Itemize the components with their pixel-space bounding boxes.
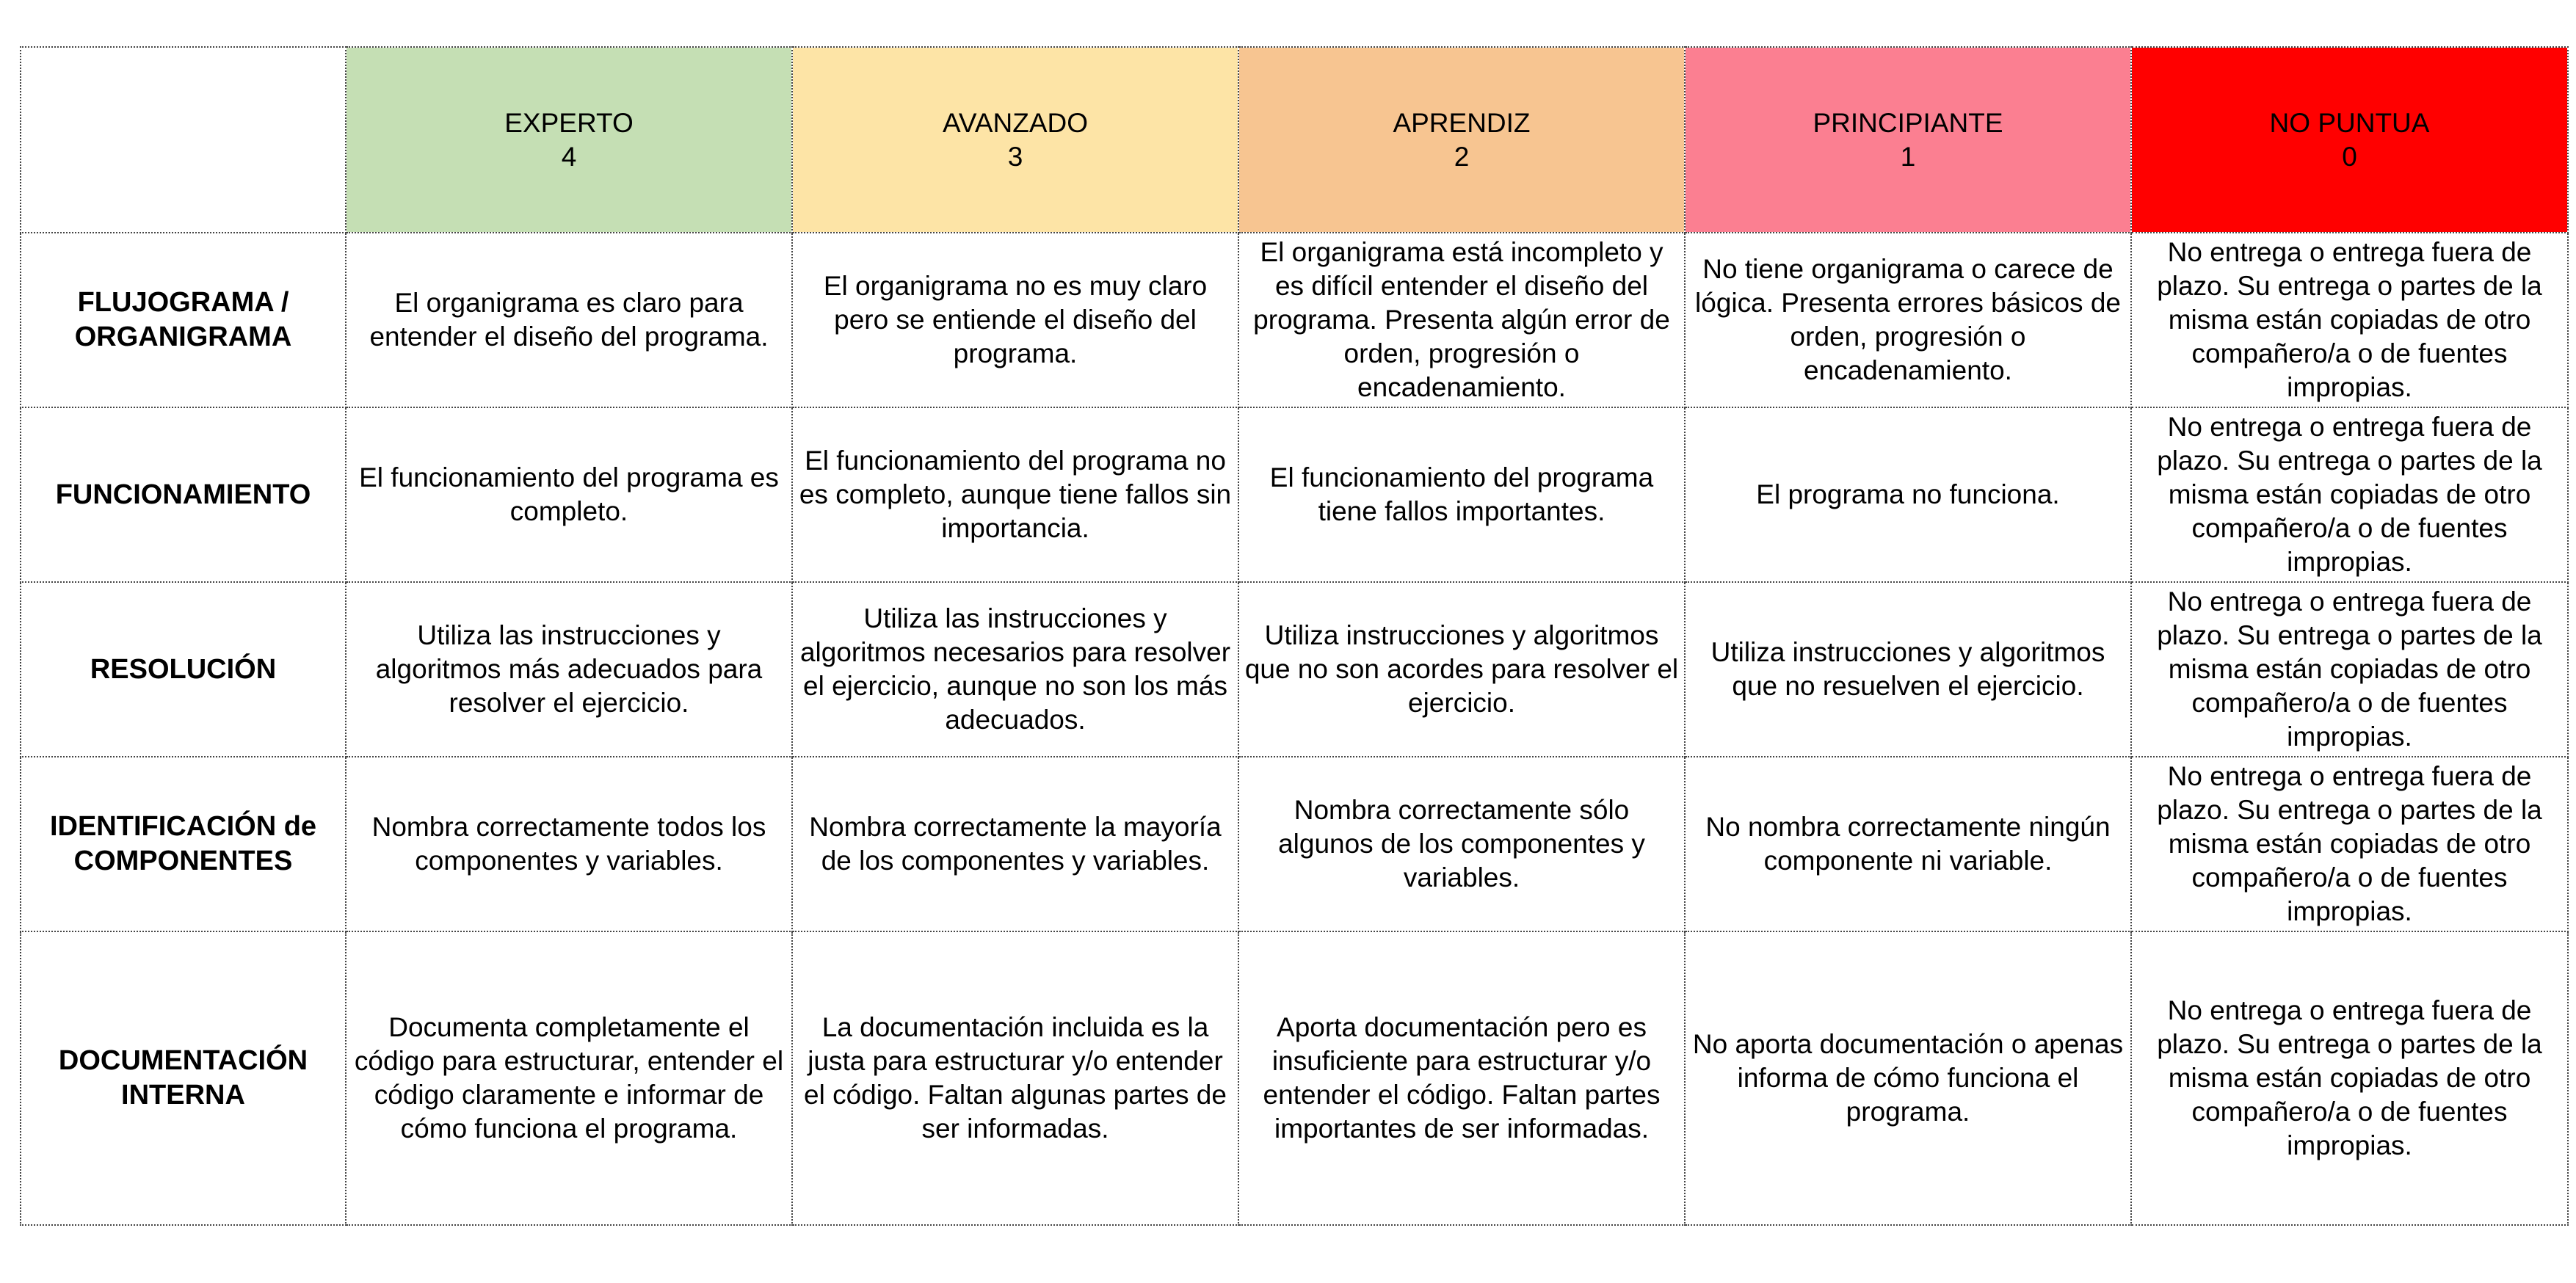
level-name: PRINCIPIANTE xyxy=(1813,107,2003,138)
descriptor-text: Nombra correctamente sólo algunos de los componentes y variables. xyxy=(1278,795,1645,893)
descriptor-cell xyxy=(792,757,1238,931)
criterion-label: IDENTIFICACIÓN de COMPONENTES xyxy=(21,757,346,931)
level-header-avanzado xyxy=(792,47,1238,233)
level-name: APRENDIZ xyxy=(1393,107,1531,138)
level-score: 1 xyxy=(1900,141,1916,172)
level-score: 0 xyxy=(2342,141,2357,172)
descriptor-text: No tiene organigrama o carece de lógica. Presenta errores básicos de orden, progresión o encadenamiento. xyxy=(1695,254,2121,385)
descriptor-text: Documenta completamente el código para estructurar, entender el código claramente e informar de cómo funciona el programa. xyxy=(354,1012,784,1144)
descriptor-text: Utiliza las instrucciones y algoritmos más adecuados para resolver el ejercicio. xyxy=(375,620,763,718)
level-header-principiante xyxy=(1685,47,2131,233)
descriptor-cell xyxy=(1685,582,2131,757)
descriptor-cell xyxy=(2131,582,2568,757)
rubric-row-documentacion xyxy=(21,931,2568,1225)
corner-cell xyxy=(21,47,346,233)
descriptor-text: La documentación incluida es la justa para estructurar y/o entender el código. Faltan algunas partes de ser informadas. xyxy=(804,1012,1227,1144)
descriptor-cell xyxy=(346,407,792,582)
descriptor-text: Utiliza instrucciones y algoritmos que no resuelven el ejercicio. xyxy=(1710,637,2105,701)
descriptor-cell xyxy=(2131,757,2568,931)
level-header-aprendiz xyxy=(1238,47,1685,233)
descriptor-cell xyxy=(346,757,792,931)
descriptor-text: Utiliza instrucciones y algoritmos que no son acordes para resolver el ejercicio. xyxy=(1244,620,1679,718)
descriptor-cell xyxy=(1685,757,2131,931)
criterion-label: FUNCIONAMIENTO xyxy=(21,407,346,582)
descriptor-cell xyxy=(346,582,792,757)
descriptor-cell xyxy=(792,407,1238,582)
descriptor-text: Nombra correctamente la mayoría de los componentes y variables. xyxy=(809,812,1222,876)
level-score: 4 xyxy=(561,141,577,172)
descriptor-text: El funcionamiento del programa tiene fallos importantes. xyxy=(1269,462,1654,526)
rubric-table xyxy=(20,46,2569,1226)
descriptor-cell xyxy=(792,931,1238,1225)
level-name: AVANZADO xyxy=(942,107,1089,138)
descriptor-text: Utiliza las instrucciones y algoritmos necesarios para resolver el ejercicio, aunque no son los más adecuados. xyxy=(799,603,1231,735)
descriptor-text: No entrega o entrega fuera de plazo. Su entrega o partes de la misma están copiadas de otro compañero/a o de fuentes impropias. xyxy=(2157,995,2542,1160)
criterion-label: DOCUMENTACIÓN INTERNA xyxy=(21,931,346,1225)
descriptor-text: No entrega o entrega fuera de plazo. Su entrega o partes de la misma están copiadas de otro compañero/a o de fuentes impropias. xyxy=(2157,761,2542,926)
descriptor-cell xyxy=(1238,931,1685,1225)
descriptor-text: El programa no funciona. xyxy=(1756,479,2060,509)
criterion-label: FLUJOGRAMA / ORGANIGRAMA xyxy=(21,233,346,407)
level-score: 3 xyxy=(1007,141,1023,172)
descriptor-cell xyxy=(2131,407,2568,582)
level-score: 2 xyxy=(1454,141,1470,172)
level-header-no-puntua xyxy=(2131,47,2568,233)
descriptor-text: Aporta documentación pero es insuficiente para estructurar y/o entender el código. Faltan partes importantes de ser informadas. xyxy=(1263,1012,1661,1144)
criterion-label: RESOLUCIÓN xyxy=(21,582,346,757)
descriptor-cell xyxy=(1685,407,2131,582)
descriptor-text: No entrega o entrega fuera de plazo. Su entrega o partes de la misma están copiadas de otro compañero/a o de fuentes impropias. xyxy=(2157,412,2542,577)
rubric-row-identificacion xyxy=(21,757,2568,931)
descriptor-text: Nombra correctamente todos los componentes y variables. xyxy=(371,812,766,876)
descriptor-cell xyxy=(2131,233,2568,407)
descriptor-cell xyxy=(346,233,792,407)
descriptor-cell xyxy=(346,931,792,1225)
descriptor-cell xyxy=(792,233,1238,407)
descriptor-text: No entrega o entrega fuera de plazo. Su entrega o partes de la misma están copiadas de otro compañero/a o de fuentes impropias. xyxy=(2157,237,2542,402)
descriptor-text: No entrega o entrega fuera de plazo. Su entrega o partes de la misma están copiadas de otro compañero/a o de fuentes impropias. xyxy=(2157,586,2542,752)
descriptor-cell xyxy=(1685,931,2131,1225)
rubric-row-resolucion xyxy=(21,582,2568,757)
descriptor-text: El organigrama está incompleto y es difícil entender el diseño del programa. Presenta algún error de orden, progresión o encadenamiento. xyxy=(1253,237,1670,402)
descriptor-text: No aporta documentación o apenas informa de cómo funciona el programa. xyxy=(1692,1029,2124,1127)
header-row xyxy=(21,47,2568,233)
descriptor-cell xyxy=(792,582,1238,757)
descriptor-text: El funcionamiento del programa es completo. xyxy=(359,462,779,526)
descriptor-text: No nombra correctamente ningún componente ni variable. xyxy=(1705,812,2111,876)
descriptor-text: El funcionamiento del programa no es completo, aunque tiene fallos sin importancia. xyxy=(799,446,1232,543)
descriptor-cell xyxy=(1238,757,1685,931)
descriptor-text: El organigrama es claro para entender el diseño del programa. xyxy=(369,288,769,352)
descriptor-cell xyxy=(1238,233,1685,407)
level-header-experto xyxy=(346,47,792,233)
rubric-row-flujograma xyxy=(21,233,2568,407)
rubric-row-funcionamiento xyxy=(21,407,2568,582)
descriptor-cell xyxy=(1238,407,1685,582)
level-name: EXPERTO xyxy=(504,107,634,138)
descriptor-cell xyxy=(2131,931,2568,1225)
descriptor-text: El organigrama no es muy claro pero se entiende el diseño del programa. xyxy=(823,271,1208,368)
descriptor-cell xyxy=(1238,582,1685,757)
descriptor-cell xyxy=(1685,233,2131,407)
level-name: NO PUNTUA xyxy=(2269,107,2430,138)
